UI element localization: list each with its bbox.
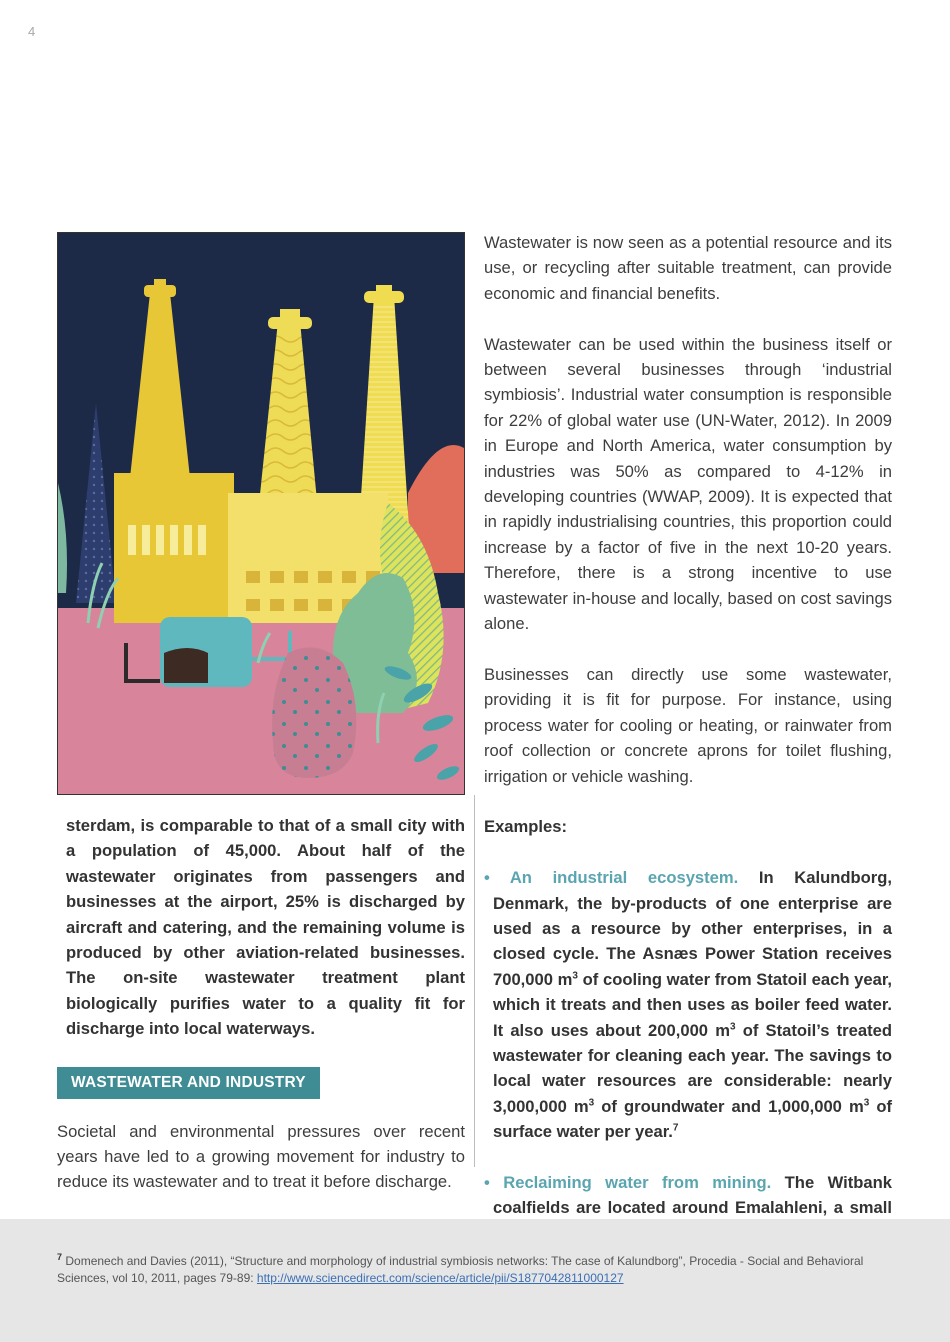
example-lead: Reclaiming water from mining. [503,1172,772,1192]
superscript: 3 [588,1097,595,1109]
example-text: In Kalundborg, Denmark, the by-products of one enterprise are used as a resource by other enterprises, in a closed cycle. The Asnæs Power Station receives 700,000 m [493,868,892,989]
symbiosis-paragraph: Wastewater can be used within the business itself or between several businesses through ‘industrial symbiosis’. Industrial water consumption is responsible for 22% of global water use (UN-Water, 2012). In 2009 in Europe and North America, water consumption by industries was 50% as compared to 4-12% in developing countries (WWAP, 2009). It is expected that in rapidly industrialising countries, this proportion could increase by a factor of five in the next 10-20 years. Therefore, there is a strong incentive to use wastewater in-house and locally, based on cost savings alone. [484,334,892,634]
column-divider [474,795,475,1167]
footnote-link[interactable]: http://www.sciencedirect.com/science/article/pii/S1877042811000127 [256,1271,624,1285]
superscript: 3 [863,1097,870,1109]
factory-illustration [57,232,465,795]
example-text: of surface water per year. [493,1096,892,1142]
left-column [57,813,465,1195]
bullet: • [484,1172,490,1192]
superscript: 3 [572,970,578,982]
footnote-marker: 7 [57,1252,63,1262]
right-column [484,230,892,1272]
example-text: of groundwater and 1,000,000 m [594,1096,864,1116]
section-body: Societal and environmental pressures over recent years have led to a growing movement for industry to reduce its wastewater and to treat it before discharge. [57,1121,465,1192]
example-kalundborg [484,865,892,1144]
footnote-text: Domenech and Davies (2011), “Structure and morphology of industrial symbiosis networks: The case of Kalundborg”, Procedia - Social and Behavioral Sciences, vol 10, 2011, pages 79-89: [57,1254,864,1285]
examples-heading: Examples: [484,817,568,837]
footnote-reference[interactable]: 7 [672,1122,679,1134]
page-number: 4 [28,24,36,39]
bullet: • [484,868,490,888]
example-lead: An industrial ecosystem. [509,868,739,888]
superscript: 3 [729,1021,736,1032]
example-text: The Witbank coalfields are located around Emalahleni, a small [493,1172,892,1218]
factory-chimneys-icon [58,233,464,794]
footnote [57,1253,887,1287]
footnote-area [0,1219,950,1342]
example-text: of Statoil’s treated wastewater for cleaning each year. The savings to local water resources are considerable: nearly 3,000,000 m [493,1020,892,1116]
airport-continued-text: sterdam, is comparable to that of a small city with a population of 45,000. About half of the wastewater originates from passengers and businesses at the airport, 25% is discharged by aircraft and catering, and the remaining volume is produced by other aviation-related businesses. The on-site wastewater treatment plant biologically purifies water to a quality fit for discharge into local waterways. [66,816,465,1039]
direct-use-paragraph: Businesses can directly use some wastewater, providing it is fit for purpose. For instance, using process water for cooling or heating, or rainwater from roof collection or concrete aprons for toilet flushing, irrigation or vehicle washing. [484,664,892,786]
section-heading: WASTEWATER AND INDUSTRY [57,1067,320,1099]
intro-paragraph: Wastewater is now seen as a potential resource and its use, or recycling after suitable treatment, can provide economic and financial benefits. [484,233,892,303]
example-text: of cooling water from Statoil each year, which it treats and then uses as boiler feed water. It also uses about 200,000 m [493,969,892,1040]
